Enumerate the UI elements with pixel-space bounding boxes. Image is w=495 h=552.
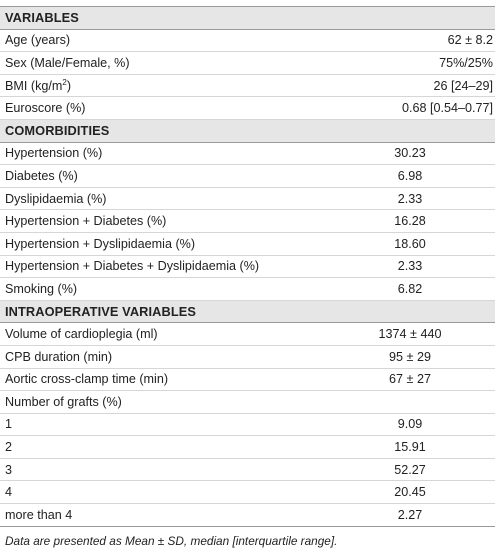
- section-title: COMORBIDITIES: [5, 123, 110, 139]
- row-value: 15.91: [394, 440, 426, 455]
- row-label: 3: [5, 462, 13, 477]
- table-footnote: Data are presented as Mean ± SD, median [interquartile range].: [5, 534, 338, 548]
- row-value: 6.82: [397, 281, 423, 296]
- table-row: [0, 278, 495, 301]
- row-value: 2.27: [397, 507, 423, 522]
- data-table: [0, 6, 495, 527]
- table-row: [0, 256, 495, 279]
- row-value: 52.27: [394, 462, 426, 477]
- section-header-comorbidities: [0, 120, 495, 143]
- row-label: 1: [5, 417, 13, 432]
- table-row: [0, 233, 495, 256]
- table-row: [0, 504, 495, 527]
- row-value: 2.33: [397, 259, 423, 274]
- row-label: Number of grafts (%): [5, 394, 122, 409]
- table-row: [0, 188, 495, 211]
- row-value: 20.45: [394, 485, 426, 500]
- section-title: VARIABLES: [5, 10, 79, 26]
- table-row: [0, 210, 495, 233]
- row-value: 6.98: [397, 168, 423, 183]
- table-row: [0, 143, 495, 166]
- table-row: [0, 459, 495, 482]
- table-row: [0, 75, 495, 98]
- row-label: Smoking (%): [5, 281, 78, 296]
- row-value: 67 ± 27: [389, 372, 431, 387]
- section-header-intraoperative: [0, 301, 495, 324]
- row-label: Euroscore (%): [5, 101, 86, 116]
- row-label: BMI (kg/m: [5, 79, 63, 94]
- row-label: 2: [5, 440, 13, 455]
- row-value: 2.33: [397, 191, 423, 206]
- table-row: [0, 346, 495, 369]
- row-label: Hypertension + Diabetes (%): [5, 214, 167, 229]
- row-label: 4: [5, 485, 13, 500]
- table-row: [0, 369, 495, 392]
- row-label: Hypertension + Dyslipidaemia (%): [5, 236, 196, 251]
- table-row: [0, 414, 495, 437]
- row-label: Sex (Male/Female, %): [5, 55, 130, 70]
- row-label: Dyslipidaemia (%): [5, 191, 107, 206]
- row-label-bmi: [0, 78, 323, 93]
- row-value: 95 ± 29: [389, 349, 431, 364]
- row-value: 18.60: [394, 236, 426, 251]
- table-row: [0, 30, 495, 53]
- row-value: 75%/25%: [439, 55, 493, 70]
- row-value: 1374 ± 440: [378, 327, 442, 342]
- row-label: Diabetes (%): [5, 168, 78, 183]
- table-row: [0, 165, 495, 188]
- row-value: 30.23: [394, 146, 426, 161]
- row-label: CPB duration (min): [5, 349, 113, 364]
- table-row: [0, 391, 495, 414]
- row-label: more than 4: [5, 507, 73, 522]
- table-row: [0, 323, 495, 346]
- row-value: 9.09: [397, 417, 423, 432]
- table-row: [0, 481, 495, 504]
- row-value: 26 [24–29]: [433, 78, 493, 93]
- row-label: Aortic cross-clamp time (min): [5, 372, 169, 387]
- section-header-variables: [0, 7, 495, 30]
- row-label-suffix: ): [66, 79, 72, 94]
- row-label: Hypertension + Diabetes + Dyslipidaemia (%): [5, 259, 260, 274]
- row-label: Age (years): [5, 33, 71, 48]
- row-value: 0.68 [0.54–0.77]: [401, 101, 493, 116]
- row-value: 62 ± 8.2: [447, 33, 493, 48]
- superscript: 2: [62, 77, 67, 87]
- table-row: [0, 52, 495, 75]
- section-title: INTRAOPERATIVE VARIABLES: [5, 304, 197, 320]
- row-value: 16.28: [394, 214, 426, 229]
- row-label: Volume of cardioplegia (ml): [5, 327, 158, 342]
- table-row: [0, 436, 495, 459]
- row-label: Hypertension (%): [5, 146, 103, 161]
- table-row: [0, 97, 495, 120]
